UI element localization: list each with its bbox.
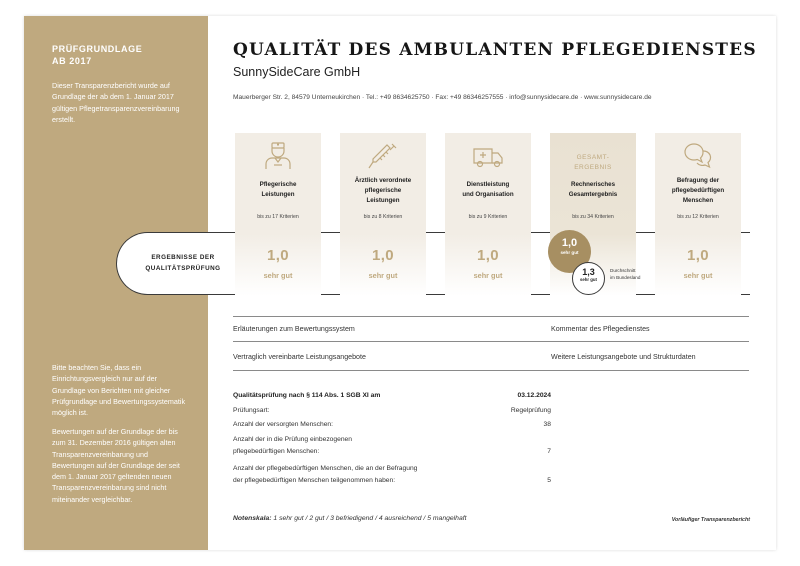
sidebar-note-old-new: Bewertungen auf der Grundlage der bis zum 31. Dezember 2016 gültigen alten Transparenzvereinbarung und Bewertungen auf der Grundlage der seit dem 1. Januar 2017 geltenden neuen Transparenzvereinbarung sind nicht miteinander vergleichbar. [52,427,180,504]
divider [233,341,749,342]
card-grade: sehr gut [683,271,713,280]
card-caption-line: und Organisation [462,191,514,198]
company-name: SunnySideCare GmbH [233,65,361,79]
result-card-survey [655,133,741,296]
card-caption-line: Dienstleistung [466,181,510,188]
results-label-line1: ERGEBNISSE DER [151,254,215,261]
overall-heading-line: GESAMT- [576,154,610,161]
row-label-line: Anzahl der pflegebedürftigen Menschen, die an der Befragung [233,465,418,472]
state-average-score: 1,3 [582,267,595,277]
inspection-date: 03.12.2024 [517,392,551,399]
overall-heading-line: ERGEBNIS [574,164,612,171]
overall-grade: sehr gut [560,250,579,255]
preliminary-note: Vorläufiger Transparenzbericht [671,517,750,523]
state-average-note-line: im Bundesland [610,275,641,280]
divider [233,370,749,371]
inspection-title: Qualitätsprüfung nach § 114 Abs. 1 SGB XI am [233,392,381,399]
page-title: QUALITÄT DES AMBULANTEN PFLEGEDIENSTES [233,40,757,60]
results-label-line2: QUALITÄTSPRÜFUNG [145,265,221,272]
sidebar-intro: Dieser Transparenzbericht wurde auf Grundlage der ab dem 1. Januar 2017 gültigen Pflegetransparenzvereinbarung erstellt. [52,81,180,124]
card-caption-line: Gesamtergebnis [568,191,618,198]
nurse-icon [262,141,294,171]
state-average-note [610,267,640,281]
card-caption [344,176,422,206]
sidebar-title-line2: AB 2017 [52,56,92,66]
divider [233,316,749,317]
sidebar-title [52,43,192,67]
overall-heading [550,153,636,173]
card-caption [659,176,737,206]
contact-line: Mauerberger Str. 2, 84579 Unterneukirchen · Tel.: +49 8634625750 · Fax: +49 86346257555 · info@sunnysidecare.de · www.sunnysidecare.de [233,94,652,101]
state-average-grade: sehr gut [580,277,597,282]
row-value: 38 [543,421,551,428]
ambulance-icon [472,141,504,171]
card-caption-line: Pflegerische [259,181,297,188]
link-further-services[interactable]: Weitere Leistungsangebote und Strukturdaten [551,353,696,361]
result-card-nursing [235,133,321,296]
card-caption [239,180,317,200]
card-score: 1,0 [686,247,710,264]
card-criteria: bis zu 17 Kriterien [257,214,299,220]
grade-scale-text: 1 sehr gut / 2 gut / 3 befriedigend / 4 ausreichend / 5 mangelhaft [273,515,467,522]
card-caption-line: pflegerische [364,187,402,194]
card-grade: sehr gut [263,271,293,280]
syringe-icon [367,141,399,171]
row-value: Regelprüfung [510,407,551,414]
card-criteria: bis zu 34 Kriterien [572,214,614,220]
state-average-note-line: Durchschnitt [610,268,636,273]
card-criteria: bis zu 8 Kriterien [363,214,403,220]
link-contract-services[interactable]: Vertraglich vereinbarte Leistungsangebote [233,353,366,361]
result-card-medical [340,133,426,296]
card-caption [554,180,632,200]
card-score: 1,0 [476,247,500,264]
row-value: 7 [547,448,551,455]
row-label [233,434,352,457]
row-label-line: der pflegebedürftigen Menschen teilgenommen haben: [233,476,396,484]
card-grade: sehr gut [368,271,398,280]
row-label-line: Anzahl der in die Prüfung einbezogenen [233,436,352,443]
row-label: Prüfungsart: [233,407,270,414]
card-grade: sehr gut [473,271,503,280]
sidebar-title-line1: PRÜFGRUNDLAGE [52,44,143,54]
speech-bubbles-icon [682,141,714,171]
card-criteria: bis zu 12 Kriterien [677,214,719,220]
overall-score: 1,0 [561,237,578,249]
card-score: 1,0 [266,247,290,264]
card-caption-line: Ärztlich verordnete [354,177,412,184]
card-score: 1,0 [371,247,395,264]
sidebar-note-comparison: Bitte beachten Sie, dass ein Einrichtungsvergleich nur auf der Grundlage von Berichten mit gleicher Prüfgrundlage und Bewertungssystematik möglich ist. [52,363,186,418]
card-caption [449,180,527,200]
card-criteria: bis zu 9 Kriterien [468,214,508,220]
link-comment[interactable]: Kommentar des Pflegedienstes [551,325,650,333]
card-caption-line: Leistungen [261,191,295,198]
results-label [138,252,228,274]
card-caption-line: Befragung der [676,177,720,184]
row-label-line: pflegebedürftigen Menschen: [233,447,320,455]
state-average-badge [572,262,605,295]
grade-scale [233,515,467,522]
row-value: 5 [547,477,551,484]
card-caption-line: Menschen [682,197,714,204]
link-explanations[interactable]: Erläuterungen zum Bewertungssystem [233,325,355,333]
row-label: Anzahl der versorgten Menschen: [233,421,333,428]
result-card-service [445,133,531,296]
card-caption-line: pflegebedürftigen [671,187,725,194]
card-caption-line: Leistungen [366,197,400,204]
row-label [233,463,417,486]
card-caption-line: Rechnerisches [570,181,616,188]
grade-scale-label: Notenskala: [233,515,272,522]
